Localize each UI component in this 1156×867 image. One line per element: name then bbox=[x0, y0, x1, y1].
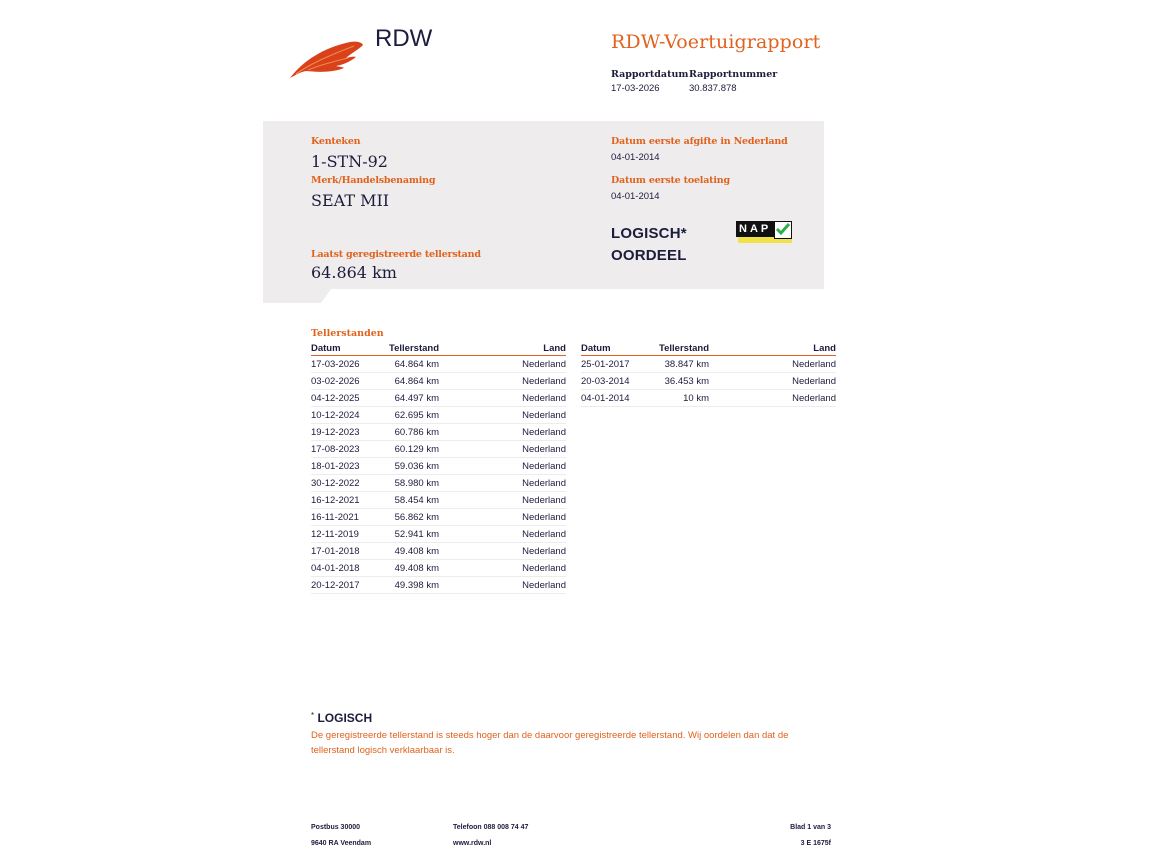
footer-address: 9640 RA Veendam bbox=[311, 840, 372, 847]
reading-value: 49.398 km bbox=[381, 577, 439, 594]
reading-date: 20-12-2017 bbox=[311, 577, 381, 594]
report-title: RDW-Voertuigrapport bbox=[611, 31, 821, 53]
license-plate: 1-STN-92 bbox=[311, 152, 388, 171]
reading-country: Nederland bbox=[709, 356, 836, 373]
readings-table-left bbox=[311, 342, 566, 594]
first-nl-label: Datum eerste afgifte in Nederland bbox=[611, 136, 788, 147]
footnote-star: * bbox=[311, 711, 315, 720]
reading-country: Nederland bbox=[439, 407, 566, 424]
reading-date: 10-12-2024 bbox=[311, 407, 381, 424]
table-row bbox=[311, 577, 566, 594]
readings-table-right bbox=[581, 342, 836, 407]
footer-website[interactable]: www.rdw.nl bbox=[453, 840, 492, 847]
report-date: 17-03-2026 bbox=[611, 83, 660, 94]
reading-country: Nederland bbox=[439, 577, 566, 594]
last-reading-label: Laatst geregistreerde tellerstand bbox=[311, 249, 481, 260]
reading-country: Nederland bbox=[439, 458, 566, 475]
readings-section-title: Tellerstanden bbox=[311, 328, 384, 339]
footnote-text: De geregistreerde tellerstand is steeds hoger dan de daarvoor geregistreerde tellerstand. Wij oordelen dan dat de tellerstand logisch verklaarbaar is. bbox=[311, 730, 789, 756]
nap-text: NAP bbox=[736, 221, 777, 237]
reading-date: 30-12-2022 bbox=[311, 475, 381, 492]
reading-date: 19-12-2023 bbox=[311, 424, 381, 441]
column-header-reading: Tellerstand bbox=[381, 342, 439, 356]
table-row bbox=[311, 458, 566, 475]
reading-country: Nederland bbox=[439, 373, 566, 390]
reading-date: 16-12-2021 bbox=[311, 492, 381, 509]
table-row bbox=[311, 526, 566, 543]
reading-value: 52.941 km bbox=[381, 526, 439, 543]
table-row bbox=[581, 356, 836, 373]
table-row bbox=[311, 560, 566, 577]
reading-value: 64.864 km bbox=[381, 373, 439, 390]
report-date-label: Rapportdatum bbox=[611, 69, 689, 80]
reading-date: 18-01-2023 bbox=[311, 458, 381, 475]
footer-postbus: Postbus 30000 bbox=[311, 824, 361, 831]
table-header-row bbox=[311, 342, 566, 356]
column-header-date: Datum bbox=[311, 342, 381, 356]
table-row bbox=[311, 390, 566, 407]
logo-text: RDW bbox=[375, 25, 433, 52]
table-header-row bbox=[581, 342, 836, 356]
rdw-logo-icon bbox=[288, 38, 366, 85]
plate-label: Kenteken bbox=[311, 136, 361, 147]
footer-code: 3 E 1675f bbox=[800, 840, 831, 847]
reading-date: 25-01-2017 bbox=[581, 356, 651, 373]
report-number-label: Rapportnummer bbox=[689, 69, 778, 80]
reading-value: 56.862 km bbox=[381, 509, 439, 526]
reading-date: 03-02-2026 bbox=[311, 373, 381, 390]
table-row bbox=[311, 475, 566, 492]
reading-value: 62.695 km bbox=[381, 407, 439, 424]
reading-date: 04-01-2014 bbox=[581, 390, 651, 407]
reading-country: Nederland bbox=[439, 560, 566, 577]
table-row bbox=[581, 390, 836, 407]
reading-country: Nederland bbox=[439, 543, 566, 560]
reading-country: Nederland bbox=[439, 424, 566, 441]
reading-value: 58.980 km bbox=[381, 475, 439, 492]
reading-value: 58.454 km bbox=[381, 492, 439, 509]
column-header-country: Land bbox=[439, 342, 566, 356]
reading-value: 49.408 km bbox=[381, 543, 439, 560]
reading-date: 16-11-2021 bbox=[311, 509, 381, 526]
verdict-line-1: LOGISCH* bbox=[611, 225, 687, 242]
reading-value: 64.864 km bbox=[381, 356, 439, 373]
reading-date: 04-12-2025 bbox=[311, 390, 381, 407]
reading-value: 10 km bbox=[651, 390, 709, 407]
reading-date: 17-08-2023 bbox=[311, 441, 381, 458]
reading-country: Nederland bbox=[709, 373, 836, 390]
table-row bbox=[311, 424, 566, 441]
reading-country: Nederland bbox=[439, 492, 566, 509]
footer-phone: Telefoon 088 008 74 47 bbox=[453, 824, 529, 831]
table-row bbox=[311, 492, 566, 509]
table-row bbox=[311, 407, 566, 424]
reading-country: Nederland bbox=[439, 441, 566, 458]
reading-value: 36.453 km bbox=[651, 373, 709, 390]
column-header-date: Datum bbox=[581, 342, 651, 356]
reading-country: Nederland bbox=[439, 356, 566, 373]
footer-page-number: Blad 1 van 3 bbox=[790, 824, 831, 831]
last-reading: 64.864 km bbox=[311, 263, 397, 282]
column-header-reading: Tellerstand bbox=[651, 342, 709, 356]
reading-value: 60.786 km bbox=[381, 424, 439, 441]
nap-badge-icon bbox=[736, 221, 794, 245]
reading-country: Nederland bbox=[439, 509, 566, 526]
vehicle-make: SEAT MII bbox=[311, 191, 390, 210]
reading-value: 64.497 km bbox=[381, 390, 439, 407]
footnote-title: LOGISCH bbox=[317, 711, 373, 725]
table-row bbox=[311, 543, 566, 560]
table-row bbox=[311, 509, 566, 526]
first-admission-label: Datum eerste toelating bbox=[611, 175, 730, 186]
report-number: 30.837.878 bbox=[689, 83, 737, 94]
reading-date: 12-11-2019 bbox=[311, 526, 381, 543]
table-row bbox=[311, 373, 566, 390]
reading-country: Nederland bbox=[709, 390, 836, 407]
reading-value: 60.129 km bbox=[381, 441, 439, 458]
reading-country: Nederland bbox=[439, 390, 566, 407]
first-nl-date: 04-01-2014 bbox=[611, 152, 660, 163]
reading-date: 17-01-2018 bbox=[311, 543, 381, 560]
column-header-country: Land bbox=[709, 342, 836, 356]
reading-date: 17-03-2026 bbox=[311, 356, 381, 373]
make-label: Merk/Handelsbenaming bbox=[311, 175, 436, 186]
verdict-line-2: OORDEEL bbox=[611, 247, 687, 264]
table-row bbox=[311, 441, 566, 458]
check-icon bbox=[775, 221, 791, 237]
reading-date: 04-01-2018 bbox=[311, 560, 381, 577]
reading-country: Nederland bbox=[439, 526, 566, 543]
reading-value: 59.036 km bbox=[381, 458, 439, 475]
table-row bbox=[311, 356, 566, 373]
reading-value: 49.408 km bbox=[381, 560, 439, 577]
footnote-heading bbox=[311, 711, 372, 725]
reading-date: 20-03-2014 bbox=[581, 373, 651, 390]
reading-country: Nederland bbox=[439, 475, 566, 492]
reading-value: 38.847 km bbox=[651, 356, 709, 373]
table-row bbox=[581, 373, 836, 390]
first-admission-date: 04-01-2014 bbox=[611, 191, 660, 202]
